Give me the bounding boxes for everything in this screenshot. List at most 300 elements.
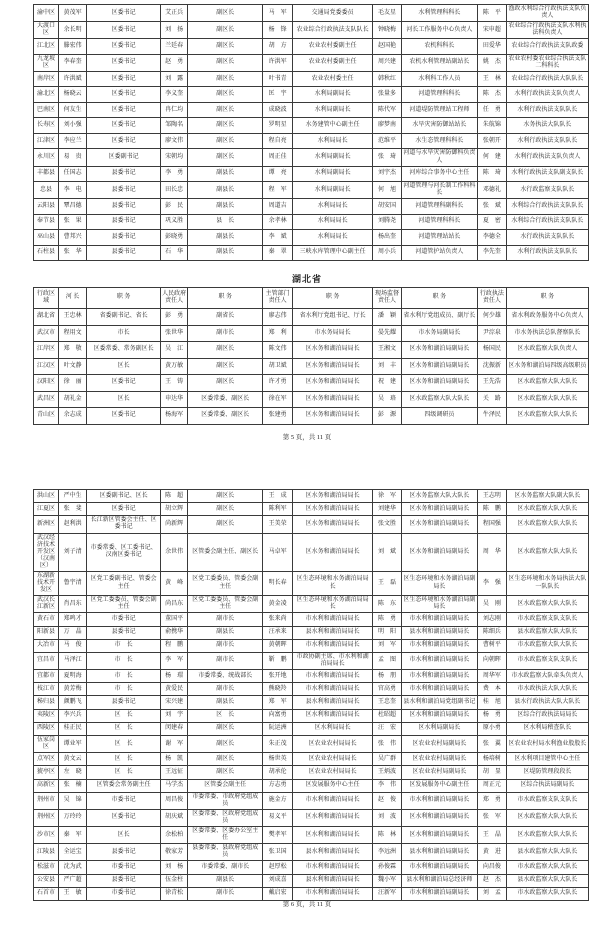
table-row — [34, 844, 589, 861]
table-cell: 农业农村委副主任 — [293, 54, 373, 71]
table-cell: 巴南区 — [34, 102, 59, 118]
table-cell: 邓德礼 — [477, 182, 506, 199]
table-cell: 区党工委副书记、管委会主任 — [87, 571, 161, 595]
table-cell: 江岸区 — [34, 342, 59, 359]
table-row — [34, 639, 589, 652]
table-cell: 谢 军 — [161, 735, 188, 752]
table-cell: 县委常委、县政府党组成员 — [188, 844, 263, 861]
table-cell: 任 勇 — [477, 102, 506, 118]
table-cell: 副县长 — [188, 182, 263, 199]
table-cell: 武汉经济技术开发区（汉南区） — [34, 533, 59, 571]
table-cell: 区水政监察大队大队长 — [506, 827, 588, 844]
table-cell: 伍家岗区 — [34, 735, 59, 752]
table-cell: 市水利和湖泊局副局长 — [401, 792, 477, 809]
table-cell: 杨晓云 — [58, 87, 86, 103]
table-cell: 闵建春 — [161, 722, 188, 735]
table-cell: 武昌区 — [34, 391, 59, 408]
table-cell: 张量多 — [373, 87, 402, 103]
table-cell: 市水利和湖泊局副局长 — [401, 613, 477, 626]
table-cell: 市水政执法大队大队长 — [506, 683, 588, 696]
table-cell: 水利局副局长 — [293, 166, 373, 182]
table-row — [34, 809, 589, 826]
table-cell: 刘 军 — [373, 639, 402, 652]
table-cell: 黄朝晖 — [263, 639, 293, 652]
table-cell: 马学杰 — [161, 779, 188, 792]
table-cell: 伍金柱 — [161, 874, 188, 887]
table-cell: 洪山区 — [34, 490, 59, 503]
table-cell: 区水务和湖泊局局长 — [293, 358, 373, 375]
table-cell: 郑 军 — [263, 696, 293, 709]
table-cell: 农机水利管理站副站长 — [401, 54, 477, 71]
table-cell: 郑 利 — [263, 325, 293, 342]
table-cell: 区水政监察大队大队长 — [506, 596, 588, 613]
table-row — [34, 358, 589, 375]
table-cell: 吴 江 — [161, 342, 188, 359]
table-cell: 程 军 — [263, 182, 293, 199]
table-row — [34, 696, 589, 709]
table-cell: 王先浩 — [477, 375, 506, 392]
table-cell: 姚 杰 — [477, 54, 506, 71]
table-cell: 县委书记 — [87, 230, 161, 246]
table-cell: 区水利和湖泊局副局长 — [401, 827, 477, 844]
table-cell: 水利行政执法支队队长 — [506, 102, 588, 118]
table-cell: 杨 凯 — [161, 753, 188, 766]
table-cell: 向富勇 — [263, 709, 293, 722]
table-cell: 县水利和湖泊局局长 — [293, 626, 373, 639]
table-cell: 周正佳 — [263, 149, 293, 166]
table-cell: 刘 孟 — [477, 887, 506, 900]
table-cell: 李 斌 — [263, 230, 293, 246]
table-cell: 江夏区 — [34, 503, 59, 516]
column-header: 职 务 — [293, 288, 373, 309]
table-cell: 周道吉 — [263, 199, 293, 215]
table-row — [34, 874, 589, 887]
table-cell: 市水利和湖泊局副局长 — [401, 861, 477, 874]
table-row — [34, 652, 589, 669]
table-cell: 区管委会常务副主任 — [87, 779, 161, 792]
table-cell: 水利行政执法支队队长 — [506, 245, 588, 261]
table-cell: 万 晶 — [58, 626, 86, 639]
table-cell: 胡立辉 — [161, 503, 188, 516]
table-cell: 区水政监察大队大队长 — [506, 408, 588, 425]
table-cell: 江北区 — [34, 39, 59, 55]
table-cell: 水利局局长 — [293, 133, 373, 149]
table-cell: 区水利和湖泊局局长 — [293, 709, 373, 722]
table-cell: 刘 丰 — [373, 358, 402, 375]
table-cell: 县水行政执法大队大队长 — [506, 696, 588, 709]
table-cell: 廖梦南 — [373, 118, 402, 134]
table-cell: 刘志刚 — [477, 613, 506, 626]
table-cell: 易 贵 — [58, 149, 86, 166]
table-cell: 何少雄 — [477, 309, 506, 326]
table-cell: 忠县 — [34, 182, 59, 199]
table-cell: 奉节县 — [34, 214, 59, 230]
table-cell: 肖昌东 — [58, 596, 86, 613]
column-header: 行政执法责任人 — [477, 288, 506, 309]
table-cell: 县水政监察大队大队长 — [506, 844, 588, 861]
table-cell: 杨国民 — [477, 342, 506, 359]
table-cell: 田爱华 — [477, 39, 506, 55]
table-cell: 副区长 — [188, 735, 263, 752]
table-cell: 陈 林 — [373, 827, 402, 844]
table-cell: 副区长 — [188, 490, 263, 503]
table-cell: 区委书记 — [87, 71, 161, 87]
table-cell: 副区长 — [188, 102, 263, 118]
table-cell: 水利综合行政执法支队队长 — [506, 199, 588, 215]
table-cell: 水利行政执法支队负责人 — [506, 149, 588, 166]
table-row — [34, 792, 589, 809]
table-row — [34, 571, 589, 595]
table-cell: 河库综合事务中心主任 — [401, 166, 477, 182]
table-cell: 张 斌 — [477, 199, 506, 215]
table-cell: 区水利和湖泊局副局长 — [401, 809, 477, 826]
table-cell: 河道管理科科长 — [401, 87, 477, 103]
table-cell: 汪承来 — [263, 626, 293, 639]
table-cell: 彭 勇 — [161, 309, 188, 326]
table-cell: 区管委会副主任、副区长 — [188, 533, 263, 571]
table-cell: 沙市区 — [34, 827, 59, 844]
table-cell: 市水政监察大队大队长 — [506, 639, 588, 652]
table-cell: 副区长 — [188, 503, 263, 516]
table-cell: 张世华 — [161, 325, 188, 342]
table-cell: 渝北区 — [34, 87, 59, 103]
table-cell: 县水政监察大队大队长 — [506, 626, 588, 639]
table-cell: 胡 方 — [263, 39, 293, 55]
table-cell: 尚昌东 — [161, 596, 188, 613]
table-cell: 区管委会副主任 — [188, 779, 263, 792]
table-cell: 县水利和湖泊局总经济师 — [401, 874, 477, 887]
table-cell: 刘子清 — [58, 533, 86, 571]
table-cell: 区委常委、副区长 — [188, 408, 263, 425]
column-header: 职 务 — [188, 288, 263, 309]
table-cell: 市水利和湖泊局副局长 — [401, 639, 477, 652]
table-cell: 刘成喜 — [263, 874, 293, 887]
table-cell: 水行政执法支队队长 — [506, 230, 588, 246]
table-cell: 张 果 — [58, 214, 86, 230]
table-cell: 副县长 — [188, 874, 263, 887]
table-cell: 市委书记 — [87, 613, 161, 626]
table-cell: 市水政监察大队大队长 — [506, 861, 588, 874]
table-cell: 新洲区 — [34, 516, 59, 533]
table-cell: 谭 亮 — [263, 166, 293, 182]
table-cell: 水利局副局长 — [293, 87, 373, 103]
table-cell: 赵利洪 — [58, 516, 86, 533]
table-row — [34, 827, 589, 844]
table-cell: 张建勇 — [263, 408, 293, 425]
table-cell: 徐 丽 — [58, 375, 86, 392]
table-cell: 水利局副局长 — [293, 149, 373, 166]
table-cell: 刘 斌 — [373, 533, 402, 571]
table-cell: 王 成 — [263, 490, 293, 503]
table-cell: 副县长 — [188, 230, 263, 246]
table-cell: 市委常委、统战部长 — [188, 670, 263, 683]
table-cell: 副区长 — [188, 5, 263, 22]
table-cell: 县委书记 — [87, 182, 161, 199]
table-cell: 王炳波 — [373, 766, 402, 779]
table-cell: 区长 — [87, 358, 161, 375]
table-cell: 何 建 — [477, 149, 506, 166]
table-cell: 明长春 — [263, 571, 293, 595]
table-cell: 成晓波 — [263, 102, 293, 118]
table-cell: 石 华 — [161, 245, 188, 261]
table-cell: 九龙坡区 — [34, 54, 59, 71]
table-cell: 水利综合行政执法支队队长 — [506, 214, 588, 230]
table-cell: 夏明海 — [58, 670, 86, 683]
table-cell: 全运宝 — [58, 844, 86, 861]
table-cell: 区委书记 — [87, 87, 161, 103]
table-cell: 区农业农村局副局长 — [401, 735, 477, 752]
table-cell: 水生态管理科科长 — [401, 133, 477, 149]
table-cell: 荆州区 — [34, 809, 59, 826]
table-cell: 区 长 — [87, 735, 161, 752]
table-cell: 区水政监察大队大队长 — [506, 503, 588, 516]
table-cell: 范维平 — [373, 133, 402, 149]
table-cell: 张卫国 — [263, 844, 293, 861]
table-cell: 刘 波 — [373, 809, 402, 826]
table-cell: 阳新县 — [34, 626, 59, 639]
table-cell: 钟晓梅 — [373, 22, 402, 39]
table-row — [34, 391, 589, 408]
table-cell: 区委书记 — [87, 5, 161, 22]
page-footer-5: 第 5 页，共 11 页 — [282, 434, 332, 441]
table-cell: 王忠奎 — [373, 696, 402, 709]
table-cell: 严广超 — [58, 874, 86, 887]
table-cell: 易义平 — [263, 809, 293, 826]
table-row — [34, 779, 589, 792]
table-cell: 张 斐 — [58, 503, 86, 516]
table-cell: 刘 露 — [161, 71, 188, 87]
table-cell: 任国志 — [58, 166, 86, 182]
table-cell: 云阳县 — [34, 199, 59, 215]
table-row — [34, 87, 589, 103]
table-cell: 县委书记 — [87, 844, 161, 861]
table-cell: 刘腾尧 — [373, 214, 402, 230]
table-cell: 朱正茂 — [263, 735, 293, 752]
table-cell: 江汉区 — [34, 358, 59, 375]
table-cell: 市水务局局长 — [293, 325, 373, 342]
table-cell: 桂 旭 — [477, 696, 506, 709]
table-cell: 县水利和湖泊局党组副书记 — [401, 696, 477, 709]
table-row — [34, 766, 589, 779]
table-cell: 副县长 — [188, 166, 263, 182]
table-cell: 程自亮 — [263, 133, 293, 149]
table-cell: 县 长 — [188, 214, 263, 230]
table-cell: 孟 图 — [373, 652, 402, 669]
table-cell: 董国平 — [161, 613, 188, 626]
table-cell: 河道管理科科长 — [401, 214, 477, 230]
table-cell: 程 鹏 — [161, 639, 188, 652]
table-cell: 尹淙泉 — [477, 325, 506, 342]
table-cell: 区水务和湖泊局局长 — [293, 533, 373, 571]
table-cell: 李 勇 — [161, 166, 188, 182]
table-cell: 许洪斌 — [58, 71, 86, 87]
table-cell: 陈文伟 — [263, 342, 293, 359]
table-cell: 田长忠 — [161, 182, 188, 199]
table-cell: 区委书记 — [87, 809, 161, 826]
table-cell: 黄万敏 — [161, 358, 188, 375]
table-row — [34, 71, 589, 87]
table-cell: 李 强 — [477, 571, 506, 595]
table-cell: 陈细兵 — [477, 626, 506, 639]
table-cell: 官高勇 — [373, 683, 402, 696]
table-cell: 徐 军 — [373, 490, 402, 503]
table-row — [34, 861, 589, 874]
table-cell: 原小勇 — [477, 722, 506, 735]
table-cell: 三峡水库管理中心副主任 — [293, 245, 373, 261]
table-cell: 江津区 — [34, 133, 59, 149]
table-row — [34, 182, 589, 199]
table-cell: 市 长 — [87, 683, 161, 696]
table-cell: 陈 鹏 — [477, 503, 506, 516]
table-row — [34, 5, 589, 22]
table-cell: 陈代军 — [373, 102, 402, 118]
table-cell: 宜都市 — [34, 670, 59, 683]
table-cell: 俞携华 — [161, 626, 188, 639]
table-cell: 区委常委、副区长 — [188, 391, 263, 408]
table-row — [34, 722, 589, 735]
table-cell: 副区长 — [188, 54, 263, 71]
table-cell: 艾正兵 — [161, 5, 188, 22]
table-cell: 区水利局副局长 — [401, 722, 477, 735]
table-cell: 杨海军 — [161, 408, 188, 425]
table-cell: 区水政监察大队大队长 — [401, 391, 477, 408]
table-cell: 余志成 — [58, 408, 86, 425]
table-cell: 水利局副局长 — [293, 182, 373, 199]
table-cell: 市委书记 — [87, 861, 161, 874]
table-cell: 关 路 — [477, 391, 506, 408]
table-cell: 区农业农村局副局长 — [401, 753, 477, 766]
table-cell: 副区长 — [188, 375, 263, 392]
table-cell: 向昌俊 — [477, 861, 506, 874]
table-cell: 王 敏 — [58, 887, 86, 900]
table-cell: 余长明 — [58, 22, 86, 39]
table-cell: 赵 勇 — [161, 54, 188, 71]
table-cell: 李 伟 — [373, 779, 402, 792]
table-row — [34, 375, 589, 392]
table-cell: 市水利和湖泊局副局长 — [401, 887, 477, 900]
table-cell: 陈 平 — [477, 5, 506, 22]
table-cell: 方志勇 — [263, 779, 293, 792]
table-cell: 副区长 — [188, 516, 263, 533]
table-cell: 区水利和湖泊局局长 — [293, 809, 373, 826]
table-cell: 区长 — [87, 827, 161, 844]
table-cell: 水利局局长 — [293, 230, 373, 246]
table-cell: 黄金凌 — [263, 596, 293, 613]
table-cell: 区水政监察大队大队长 — [506, 516, 588, 533]
table-cell: 区水利项目建管中心主任 — [506, 753, 588, 766]
table-cell: 区农业农村局局长 — [293, 753, 373, 766]
table-cell: 副县长 — [188, 696, 263, 709]
table-cell: 市委书记 — [87, 792, 161, 809]
table-cell: 马 军 — [263, 5, 293, 22]
table-cell: 张 翼 — [477, 735, 506, 752]
table-cell: 渝中区 — [34, 5, 59, 22]
table-cell: 严中生 — [58, 490, 86, 503]
table-cell: 长江新区管委会主任、区委书记 — [87, 516, 161, 533]
table-cell: 县委书记 — [87, 199, 161, 215]
table-cell: 鲁宇清 — [58, 571, 86, 595]
table-cell: 市水利和湖泊局局长 — [293, 670, 373, 683]
table-cell: 区委书记 — [87, 375, 161, 392]
table-cell: 区生态环境和水务局执法大队一队队长 — [506, 571, 588, 595]
table-row — [34, 22, 589, 39]
table-cell: 区水务和湖泊局局长 — [293, 490, 373, 503]
table-cell: 李 军 — [161, 652, 188, 669]
table-cell: 区水政监察大队大队长 — [506, 809, 588, 826]
table-cell: 彭 源 — [373, 408, 402, 425]
table-cell: 副县长 — [188, 245, 263, 261]
table-cell: 彭 民 — [161, 199, 188, 215]
table-cell: 市水利和湖泊局局长 — [293, 861, 373, 874]
table-cell: 胡礼金 — [58, 391, 86, 408]
table-cell: 区生态环境和水务湖泊局局长 — [293, 571, 373, 595]
table-cell: 湖北省 — [34, 309, 59, 326]
table-cell: 万玲玲 — [58, 809, 86, 826]
table-cell: 沈为武 — [58, 861, 86, 874]
table-cell: 韩秋红 — [373, 71, 402, 87]
table-cell: 水旱灾害防御站站长 — [401, 118, 477, 134]
table-row — [34, 325, 589, 342]
table-cell: 刘小强 — [58, 118, 86, 134]
table-cell: 区水务和湖泊局副局长 — [401, 375, 477, 392]
table-cell: 陈 琦 — [477, 166, 506, 182]
table-cell: 省水利厅党组书记、厅长 — [293, 309, 373, 326]
table-cell: 樊孝军 — [263, 827, 293, 844]
table-cell: 宋申超 — [477, 22, 506, 39]
table-cell: 市水利和湖泊局副局长 — [401, 652, 477, 669]
table-cell: 杜昭超 — [373, 709, 402, 722]
table-cell: 余松柏 — [161, 827, 188, 844]
table-cell: 区委副书记 — [87, 149, 161, 166]
table-cell: 李应兰 — [58, 133, 86, 149]
table-cell: 曹树平 — [477, 639, 506, 652]
table-cell: 县委书记 — [87, 245, 161, 261]
table-cell: 胡承伦 — [263, 766, 293, 779]
table-cell: 渔政水利综合行政执法支队负责人 — [506, 5, 588, 22]
table-cell: 谭业军 — [58, 735, 86, 752]
table-cell: 毛友星 — [373, 5, 402, 22]
table-cell: 区水务和湖泊局局长 — [293, 375, 373, 392]
table-cell: 明 阳 — [373, 626, 402, 639]
table-cell: 黄芳梅 — [58, 683, 86, 696]
table-cell: 区农业农村局水利渔业股股长 — [506, 735, 588, 752]
column-header: 职 务 — [401, 288, 477, 309]
table-cell: 杨 璟 — [161, 670, 188, 683]
table-cell: 滕宏伟 — [58, 39, 86, 55]
table-cell: 余孝林 — [263, 214, 293, 230]
table-cell: 区综合执法局副局长 — [506, 779, 588, 792]
table-cell: 彭晓勇 — [161, 230, 188, 246]
table-cell: 李先奎 — [477, 245, 506, 261]
table-cell: 区水利和湖泊局局长 — [293, 827, 373, 844]
table-cell: 区委书记 — [87, 39, 161, 55]
table-cell: 胡 显 — [477, 766, 506, 779]
table-cell: 武汉市 — [34, 325, 59, 342]
table-cell: 黄茂军 — [58, 5, 86, 22]
table-cell: 副市长 — [188, 887, 263, 900]
table-cell: 区水政监察大队大队长 — [506, 391, 588, 408]
table-cell: 市水政监察支队支队长 — [506, 792, 588, 809]
table-cell: 区发展服务中心主任 — [293, 779, 373, 792]
table-cell: 区水务和湖泊局副局长 — [401, 358, 477, 375]
table-cell: 王 晶 — [477, 827, 506, 844]
table-cell: 河长工作服务中心负责人 — [401, 22, 477, 39]
table-cell: 丰都县 — [34, 166, 59, 182]
table-cell: 河道管理站站长 — [401, 230, 477, 246]
table-cell: 区生态环境和水务湖泊局副局长 — [401, 596, 477, 613]
table-cell: 申达华 — [161, 391, 188, 408]
table-cell: 西陵区 — [34, 722, 59, 735]
